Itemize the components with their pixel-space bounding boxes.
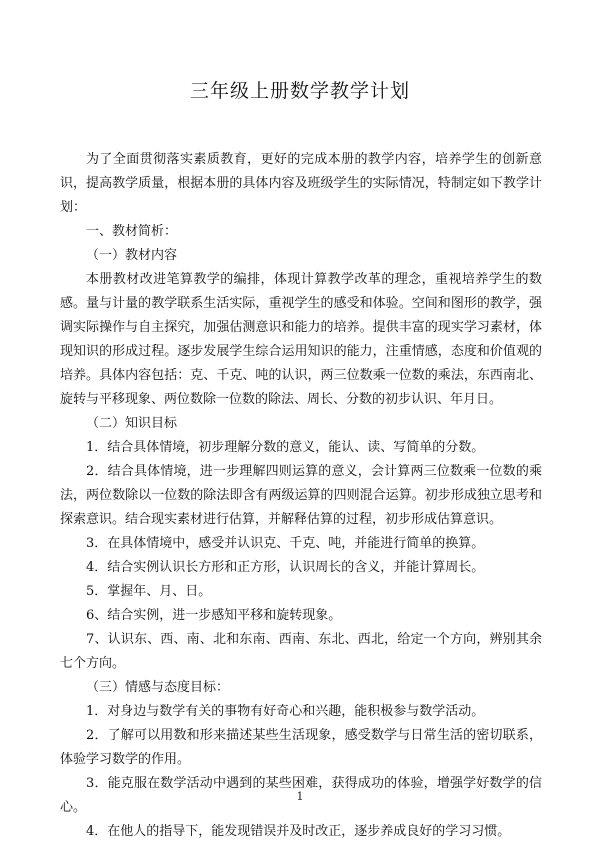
textbook-content-paragraph: 本册教材改进笔算教学的编排，体现计算教学改革的理念，重视培养学生的数感。量与计量的教学联系生活实际，重视学生的感受和体验。空间和图形的教学，强调实际操作与自主探究，加强估测意识和能力的培养。提供丰富的现实学习素材，体现知识的形成过程。逐步发展学生综合运用知识的能力，注重情感，态度和价值观的培养。具体内容包括：克、千克、吨的认识，两三位数乘一位数的乘法，东西南北、旋转与平移现象、两位数除一位数的除法、周长、分数的初步认识、年月日。 bbox=[60, 272, 542, 407]
knowledge-goal-item: 7、认识东、西、南、北和东南、西南、东北、西北，给定一个方向，辨别其余七个方向。 bbox=[60, 632, 542, 671]
document-title: 三年级上册数学教学计划 bbox=[189, 80, 410, 102]
knowledge-goal-item: 1．结合具体情境，初步理解分数的意义，能认、读、写简单的分数。 bbox=[86, 440, 485, 455]
knowledge-goal-item: 5．掌握年、月、日。 bbox=[86, 584, 212, 599]
knowledge-goal-item: 3．在具体情境中，感受并认识克、千克、吨，并能进行简单的换算。 bbox=[86, 536, 485, 551]
knowledge-goal-item: 2．结合具体情境，进一步理解四则运算的意义，会计算两三位数乘一位数的乘法，两位数除以一位数的除法即含有两级运算的四则混合运算。初步形成独立思考和探索意识。结合现实素材进行估算，并解释估算的过程，初步形成估算意识。 bbox=[60, 464, 542, 527]
document-body bbox=[60, 148, 542, 844]
subsection-heading-knowledge-goals: （二）知识目标 bbox=[86, 416, 178, 431]
knowledge-goal-item: 6、结合实例，进一步感知平移和旋转现象。 bbox=[86, 608, 342, 623]
section-heading-textbook-analysis: 一、教材简析： bbox=[86, 224, 178, 239]
subsection-heading-textbook-content: （一）教材内容 bbox=[86, 248, 178, 263]
page-number: 1 bbox=[296, 790, 304, 803]
subsection-heading-attitude-goals: （三）情感与态度目标： bbox=[86, 680, 230, 695]
attitude-goal-item: 4．在他人的指导下，能发现错误并及时改正，逐步养成良好的学习习惯。 bbox=[86, 824, 511, 839]
attitude-goal-item: 2．了解可以用数和形来描述某些生活现象，感受数学与日常生活的密切联系，体验学习数学的作用。 bbox=[60, 728, 542, 767]
attitude-goal-item: 1．对身边与数学有关的事物有好奇心和兴趣，能积极参与数学活动。 bbox=[86, 704, 485, 719]
intro-paragraph: 为了全面贯彻落实素质教育，更好的完成本册的教学内容，培养学生的创新意识，提高教学质量，根据本册的具体内容及班级学生的实际情况，特制定如下教学计划： bbox=[60, 152, 542, 215]
attitude-goal-item: 3．能克服在数学活动中遇到的某些困难，获得成功的体验，增强学好数学的信心。 bbox=[60, 776, 542, 815]
knowledge-goal-item: 4．结合实例认识长方形和正方形，认识周长的含义，并能计算周长。 bbox=[86, 560, 485, 575]
